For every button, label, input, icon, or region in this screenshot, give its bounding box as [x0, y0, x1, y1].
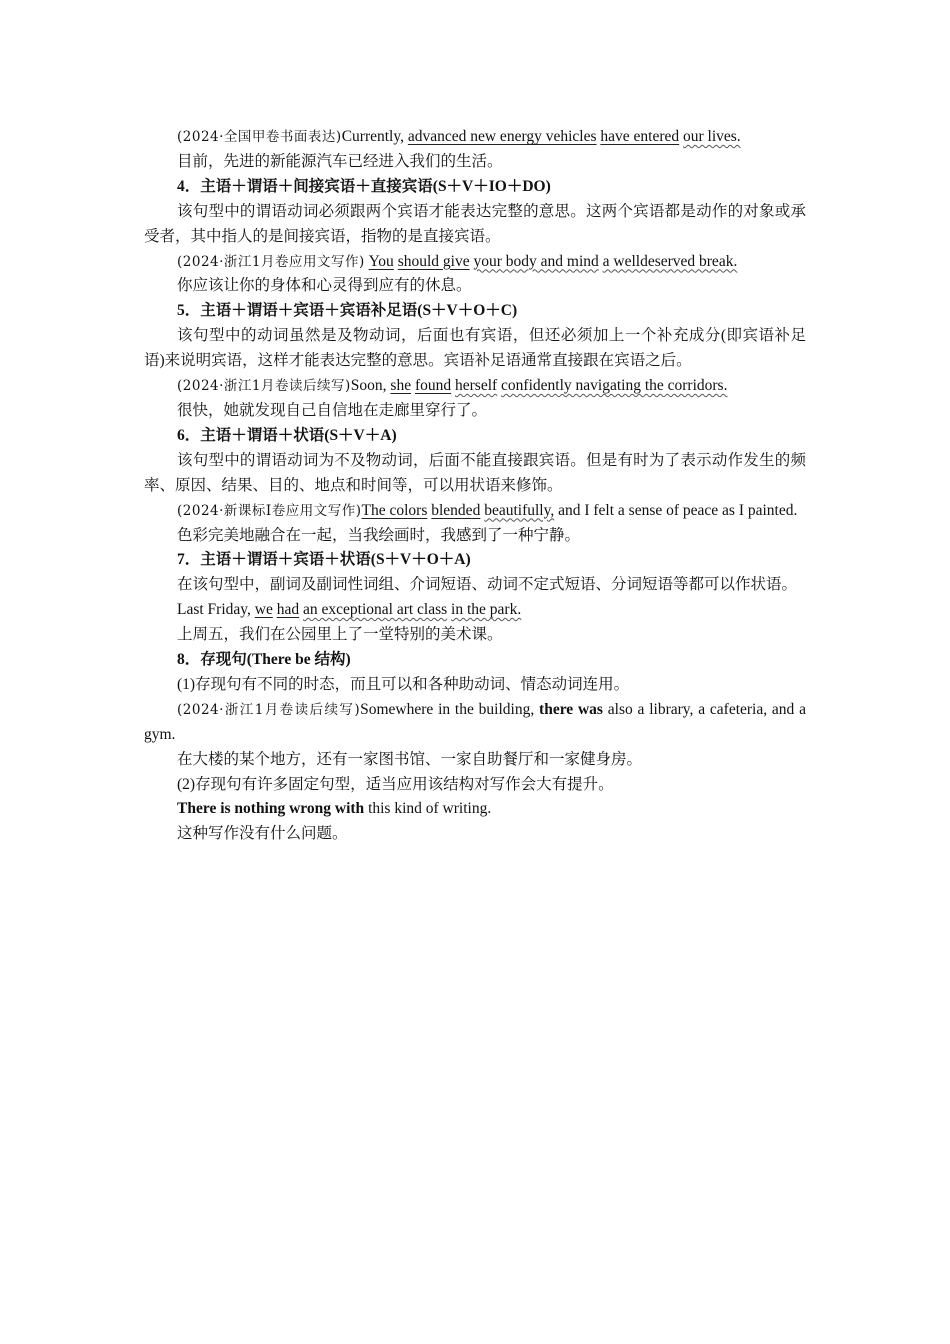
predicate: have entered — [600, 128, 680, 145]
translation: 在大楼的某个地方，还有一家图书馆、一家自助餐厅和一家健身房。 — [177, 750, 643, 768]
example-sentence: (2024·浙江1月卷读后续写)Somewhere in the building, there was also a library, a cafeteria, and a gym. — [144, 700, 806, 743]
section-heading-8: 8．存现句(There be 结构) — [177, 651, 351, 669]
predicate: blended — [431, 501, 481, 519]
fixed-pattern: There is nothing wrong with — [177, 800, 365, 818]
example-sentence: Last Friday, we had an exceptional art class in the park. — [177, 601, 522, 619]
source-tag: (2024·浙江1月卷读后续写) — [177, 378, 351, 395]
subject: she — [390, 377, 412, 395]
predicate: had — [276, 601, 300, 619]
subject: advanced new energy vehicles — [407, 128, 597, 145]
object-complement: confidently navigating the corridors. — [501, 377, 728, 395]
source-tag: (2024·全国甲卷书面表达) — [177, 129, 342, 145]
section-description: 在该句型中，副词及副词性词组、介词短语、动词不定式短语、分词短语等都可以作状语。 — [177, 576, 798, 594]
subject: we — [254, 601, 273, 619]
there-be-phrase: there was — [539, 700, 603, 718]
section-description: 该句型中的动词虽然是及物动词，后面也有宾语，但还必须加上一个补充成分(即宾语补足语)来说明宾语，这样才能表达完整的意思。宾语补足语通常直接跟在宾语之后。 — [144, 327, 806, 370]
example-sentence: There is nothing wrong with this kind of writing. — [177, 800, 492, 818]
subject: The colors — [361, 501, 428, 519]
indirect-object: your body and mind — [473, 252, 599, 270]
source-tag: (2024·新课标Ⅰ卷应用文写作) — [177, 502, 362, 519]
section-heading-5: 5．主语＋谓语＋宾语＋宾语补足语(S＋V＋O＋C) — [177, 302, 518, 320]
subpoint-2: (2)存现句有许多固定句型，适当应用该结构对写作会大有提升。 — [177, 775, 614, 793]
sentence-text: Currently, — [341, 128, 408, 145]
example-sentence — [144, 125, 806, 150]
adverbial: in the park. — [451, 601, 522, 619]
subpoint-1: (1)存现句有不同的时态，而且可以和各种助动词、情态动词连用。 — [177, 675, 630, 693]
translation: 这种写作没有什么问题。 — [177, 825, 348, 843]
direct-object: a welldeserved break. — [602, 252, 738, 270]
predicate: found — [414, 377, 452, 395]
section-description: 该句型中的谓语动词为不及物动词，后面不能直接跟宾语。但是有时为了表示动作发生的频率、原因、结果、目的、地点和时间等，可以用状语来修饰。 — [144, 451, 806, 494]
section-heading-7: 7．主语＋谓语＋宾语＋状语(S＋V＋O＋A) — [177, 551, 471, 569]
example-sentence: (2024·新课标Ⅰ卷应用文写作)The colors blended beautifully, and I felt a sense of peace as I painted. — [177, 501, 798, 519]
source-tag: (2024·浙江1月卷读后续写) — [177, 701, 361, 718]
example-sentence — [144, 250, 806, 275]
section-heading-4: 4．主语＋谓语＋间接宾语＋直接宾语(S＋V＋IO＋DO) — [177, 177, 551, 195]
object: our lives. — [683, 128, 741, 145]
source-tag: (2024·浙江1月卷应用文写作) — [177, 253, 365, 270]
predicate: should give — [397, 252, 470, 270]
translation: 你应该让你的身体和心灵得到应有的休息。 — [177, 277, 472, 295]
section-description: 该句型中的谓语动词必须跟两个宾语才能表达完整的意思。这两个宾语都是动作的对象或承受者，其中指人的是间接宾语，指物的是直接宾语。 — [144, 202, 806, 245]
translation: 上周五，我们在公园里上了一堂特别的美术课。 — [177, 626, 503, 644]
translation: 目前，先进的新能源汽车已经进入我们的生活。 — [177, 152, 503, 170]
section-heading-6: 6．主语＋谓语＋状语(S＋V＋A) — [177, 426, 397, 444]
object: an exceptional art class — [303, 601, 448, 619]
adverbial: beautifully, — [484, 501, 555, 519]
subject: You — [368, 252, 394, 270]
translation: 很快，她就发现自己自信地在走廊里穿行了。 — [177, 401, 488, 419]
document-page — [144, 125, 806, 847]
object: herself — [455, 377, 498, 395]
translation: 色彩完美地融合在一起，当我绘画时，我感到了一种宁静。 — [177, 526, 581, 544]
example-sentence: (2024·浙江1月卷读后续写)Soon, she found herself confidently navigating the corridors. — [177, 377, 728, 395]
